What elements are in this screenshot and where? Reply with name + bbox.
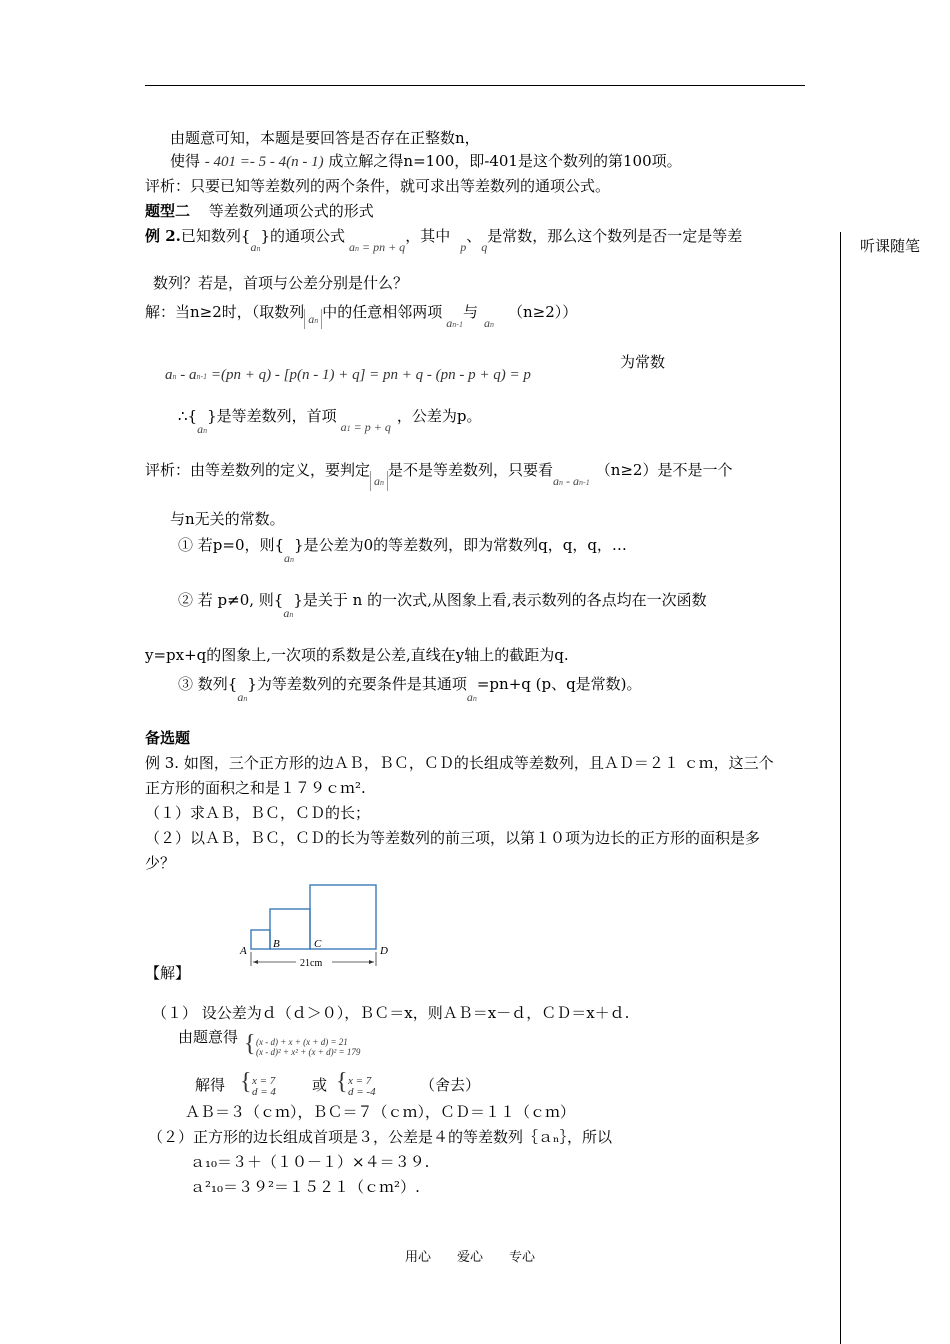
label-c: C — [314, 938, 322, 950]
page-footer: 用心 爱心 专心 — [405, 1250, 536, 1265]
case-2: ② 若 p≠0, 则{an}是关于 n 的一次式,从图象上看,表示数列的各点均在一次函数 — [178, 591, 707, 620]
answer-label: 【解】 — [145, 964, 191, 982]
example-2: 例 2.已知数列{an}的通项公式an = pn + q，其中p、q是常数，那么这个数列是否一定是等差 — [145, 227, 743, 254]
comment-2: 评析：由等差数列的定义，要判定an是不是等差数列，只要看an - an-1（n≥2）是不是一个 — [145, 460, 732, 491]
backup-title: 备选题 — [145, 729, 191, 747]
comment: 评析：只要已知等差数列的两个条件，就可求出等差数列的通项公式。 — [145, 177, 611, 195]
answer-step: ａ²₁₀＝３９²＝１５２１（ｃｍ²）. — [190, 1178, 420, 1196]
solution-b: x = 7 d = -4 — [348, 1075, 376, 1098]
example-3-question-2-cont: 少？ — [145, 854, 176, 872]
solution-line: 解：当n≥2时，（取数列 an 中的任意相邻两项an-1与an（n≥2）） — [145, 303, 578, 330]
label-d: D — [380, 945, 388, 957]
answer-step: ａ₁₀＝３＋（１０－１）×４＝３９. — [190, 1153, 430, 1171]
answer-step: 由题意得 — [178, 1028, 239, 1046]
case-1: ① 若p=0，则{an}是公差为0的等差数列，即为常数列q，q，q，… — [178, 536, 627, 565]
therefore-line: ∴{an}是等差数列，首项a1 = p + q，公差为p。 — [178, 407, 482, 436]
answer-step: ＡＢ＝３（ｃｍ），ＢＣ＝７（ｃｍ），ＣＤ＝１１（ｃｍ） — [185, 1103, 576, 1121]
comment-2-cont: 与n无关的常数。 — [170, 510, 285, 528]
label-a: A — [240, 945, 247, 957]
or-word: 或 — [312, 1076, 328, 1094]
paragraph-line: 由题意可知，本题是要回答是否存在正整数n， — [170, 129, 480, 147]
equation-note: 为常数 — [620, 353, 666, 371]
dimension-label: 21cm — [300, 958, 323, 969]
example-2-cont: 数列？若是，首项与公差分别是什么？ — [153, 274, 409, 292]
squares-figure — [230, 878, 400, 970]
example-3-question-2: （２）以ＡＢ，ＢＣ，ＣＤ的长为等差数列的前三项，以第１０项为边长的正方形的面积是多 — [145, 829, 761, 847]
equation-system: (x - d) + x + (x + d) = 21 (x - d)² + x² + (x + d)² = 179 — [256, 1037, 361, 1057]
example-3-line: 例 3. 如图，三个正方形的边ＡＢ，ＢＣ，ＣＤ的长组成等差数列，且ＡＤ＝２１ ｃｍ，这三个 — [145, 754, 774, 772]
section-heading: 题型二 等差数列通项公式的形式 — [145, 202, 374, 220]
case-3: ③ 数列{an}为等差数列的充要条件是其通项an=pn+q (p、q是常数)。 — [178, 675, 642, 704]
example-3-line: 正方形的面积之和是１７９ｃｍ². — [145, 779, 366, 797]
square-ab — [251, 930, 270, 949]
label-b: B — [273, 938, 280, 950]
paragraph-line: 使得 - 401 =- 5 - 4(n - 1) 成立解之得n=100，即-401是这个数列的第100项。 — [170, 152, 682, 170]
solution-a: x = 7 d = 4 — [252, 1075, 276, 1098]
solution-equation: an - an-1 =(pn + q) - [p(n - 1) + q] = pn + q - (pn - p + q) = p — [165, 367, 531, 383]
discard-note: （舍去） — [420, 1076, 481, 1094]
header-rule — [145, 85, 805, 86]
answer-step: （２）正方形的边长组成首项是３，公差是４的等差数列｛ａₙ｝，所以 — [148, 1128, 612, 1146]
answer-step: （１） 设公差为ｄ（ｄ＞０），ＢＣ＝x，则ＡＢ＝x－ｄ，ＣＤ＝x＋ｄ. — [152, 1004, 630, 1022]
margin-rule — [840, 232, 841, 1344]
sidebar-label: 听课随笔 — [860, 237, 921, 255]
system-brace: { — [244, 1031, 256, 1057]
example-3-question-1: （１）求ＡＢ，ＢＣ，ＣＤ的长； — [145, 804, 371, 822]
case-2-cont: y=px+q的图象上,一次项的系数是公差,直线在y轴上的截距为q. — [145, 646, 569, 664]
answer-solve: 解得 — [195, 1076, 226, 1094]
